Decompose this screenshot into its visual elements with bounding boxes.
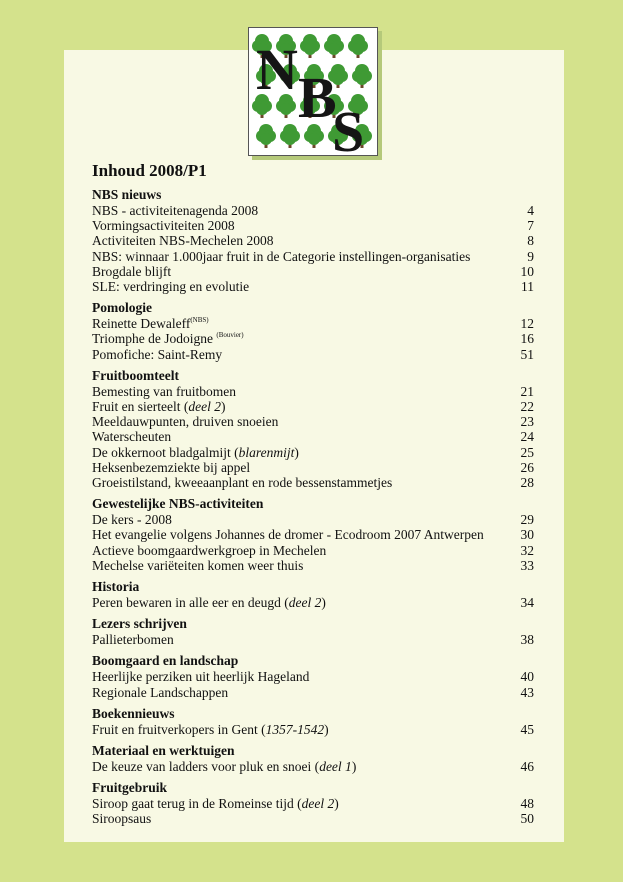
toc-entry[interactable] <box>92 331 534 346</box>
entry-text-end: ) <box>220 399 226 415</box>
entry-italic: deel 2 <box>301 796 335 812</box>
toc-entry[interactable] <box>92 460 534 475</box>
toc-entry[interactable] <box>92 759 534 774</box>
entry-italic: deel 2 <box>188 399 221 415</box>
toc-entry[interactable] <box>92 316 534 331</box>
toc-section <box>92 780 534 826</box>
entry-text: De okkernoot bladgalmijt ( <box>92 444 239 460</box>
toc-entry[interactable] <box>92 669 534 684</box>
section-title: Gewestelijke NBS-activiteiten <box>92 496 264 512</box>
entry-title <box>92 203 258 218</box>
entry-title <box>92 558 303 573</box>
entry-title <box>92 316 209 331</box>
toc-entry[interactable] <box>92 347 534 362</box>
entry-author: (Bouvier) <box>216 331 244 340</box>
entry-title <box>92 796 339 811</box>
entry-title <box>92 722 329 737</box>
toc-section <box>92 616 534 647</box>
page-title: Inhoud 2008/P1 <box>92 161 207 180</box>
entry-text: Brogdale blijft <box>92 263 172 279</box>
entry-text: Heerlijke perziken uit heerlijk Hageland <box>92 669 310 685</box>
logo-letter-b: B <box>298 65 337 130</box>
entry-title <box>92 527 484 542</box>
entry-text: SLE: verdringing en evolutie <box>92 279 250 295</box>
entry-text: De keuze van ladders voor pluk en snoei ( <box>92 759 320 775</box>
entry-text: Actieve boomgaardwerkgroep in Mechelen <box>92 542 327 558</box>
page-number: 10 <box>520 263 534 279</box>
page-number: 51 <box>520 346 534 362</box>
page-number: 29 <box>520 512 534 528</box>
toc-entry[interactable] <box>92 384 534 399</box>
entry-text: Het evangelie volgens Johannes de dromer - Ecodroom 2007 Antwerpen <box>92 527 484 543</box>
toc-section <box>92 496 534 573</box>
toc-entry[interactable] <box>92 233 534 248</box>
entry-text: Peren bewaren in alle eer en deugd ( <box>92 595 289 611</box>
entry-text: De kers - 2008 <box>92 512 172 528</box>
entry-title <box>92 279 249 294</box>
page-number: 7 <box>527 218 534 234</box>
entry-text: Waterscheuten <box>92 429 172 445</box>
entry-title <box>92 595 326 610</box>
entry-text: Regionale Landschappen <box>92 684 229 700</box>
entry-text-end: ) <box>294 444 299 460</box>
page-number: 43 <box>520 684 534 700</box>
toc-entry[interactable] <box>92 475 534 490</box>
page-number: 9 <box>527 248 534 264</box>
entry-title <box>92 264 171 279</box>
toc-entry[interactable] <box>92 527 534 542</box>
toc-section <box>92 368 534 490</box>
entry-text: Pallieterbomen <box>92 632 174 648</box>
entry-text-end: ) <box>321 595 326 611</box>
table-of-contents <box>92 161 534 833</box>
toc-section <box>92 653 534 699</box>
section-title: Boekennieuws <box>92 705 175 721</box>
entry-title <box>92 460 250 475</box>
logo-letter-s: S <box>332 99 365 156</box>
entry-text: Bemesting van fruitbomen <box>92 383 236 399</box>
entry-text: Activiteiten NBS-Mechelen 2008 <box>92 233 274 249</box>
entry-title <box>92 429 171 444</box>
page-number: 4 <box>527 203 534 218</box>
entry-title <box>92 632 174 647</box>
page-number: 22 <box>520 399 534 415</box>
section-title: Fruitboomteelt <box>92 367 179 383</box>
entry-text: Meeldauwpunten, druiven snoeien <box>92 414 279 430</box>
toc-entry[interactable] <box>92 414 534 429</box>
entry-text: NBS: winnaar 1.000jaar fruit in de Categorie instellingen-organisaties <box>92 248 471 264</box>
toc-section <box>92 743 534 774</box>
entry-italic: 1357-1542 <box>265 721 325 737</box>
entry-text-end: ) <box>334 796 339 812</box>
tree-pattern-icon <box>248 27 378 156</box>
toc-entry[interactable] <box>92 218 534 233</box>
entry-title <box>92 399 225 414</box>
entry-text-end: ) <box>351 759 357 775</box>
toc-entry[interactable] <box>92 595 534 610</box>
toc-entry[interactable] <box>92 203 534 218</box>
page-number: 21 <box>520 383 534 399</box>
page-number: 28 <box>520 475 534 491</box>
entry-italic: deel 1 <box>319 759 352 775</box>
page-number: 26 <box>520 459 534 475</box>
page-number: 23 <box>520 414 534 430</box>
section-title: NBS nieuws <box>92 187 162 202</box>
toc-entry[interactable] <box>92 279 534 294</box>
entry-text: NBS - activiteitenagenda 2008 <box>92 203 259 218</box>
entry-italic: deel 2 <box>288 595 322 611</box>
page-number: 45 <box>520 721 534 737</box>
section-title: Materiaal en werktuigen <box>92 743 235 759</box>
entry-text: Reinette Dewaleff <box>92 316 191 332</box>
entry-title <box>92 543 326 558</box>
entry-text-end: ) <box>324 721 329 737</box>
entry-text: Fruit en sierteelt ( <box>92 399 189 415</box>
entry-title <box>92 759 356 774</box>
entry-author: (NBS) <box>190 316 209 325</box>
entry-title <box>92 669 309 684</box>
entry-title <box>92 233 273 248</box>
entry-text: Siroop gaat terug in de Romeinse tijd ( <box>92 796 302 812</box>
toc-entry[interactable] <box>92 249 534 264</box>
entry-title <box>92 347 222 362</box>
entry-text: Siroopsaus <box>92 811 152 827</box>
toc-entry[interactable] <box>92 512 534 527</box>
entry-text: Heksenbezemziekte bij appel <box>92 459 251 475</box>
toc-entry[interactable] <box>92 632 534 647</box>
page-number: 40 <box>520 669 534 685</box>
toc-section <box>92 706 534 737</box>
page-number: 11 <box>521 279 534 295</box>
entry-text: Vormingsactiviteiten 2008 <box>92 218 235 234</box>
page-number: 12 <box>520 316 534 332</box>
entry-title <box>92 445 299 460</box>
section-title: Lezers schrijven <box>92 616 187 632</box>
toc-entry[interactable] <box>92 399 534 414</box>
page-number: 16 <box>520 331 534 347</box>
page-number: 8 <box>527 233 534 249</box>
entry-title <box>92 512 172 527</box>
page-number: 38 <box>520 632 534 648</box>
toc-entry[interactable] <box>92 429 534 444</box>
entry-text: Pomofiche: Saint-Remy <box>92 346 223 362</box>
toc-entry[interactable] <box>92 685 534 700</box>
page-number: 33 <box>520 557 534 573</box>
toc-section <box>92 300 534 362</box>
nbs-logo <box>248 27 378 156</box>
page-number: 48 <box>520 796 534 812</box>
page-number: 25 <box>520 444 534 460</box>
entry-text: Triomphe de Jodoigne <box>92 331 217 347</box>
section-title: Boomgaard en landschap <box>92 653 239 669</box>
entry-title <box>92 218 235 233</box>
page-number: 30 <box>520 527 534 543</box>
section-title: Pomologie <box>92 300 152 316</box>
entry-title <box>92 414 278 429</box>
entry-title <box>92 811 151 826</box>
entry-title <box>92 331 244 346</box>
section-title: Fruitgebruik <box>92 780 168 796</box>
toc-entry[interactable] <box>92 811 534 826</box>
entry-text: Groeistilstand, kweeaanplant en rode bessenstammetjes <box>92 475 393 491</box>
page-number: 34 <box>520 595 534 611</box>
page-number: 24 <box>520 429 534 445</box>
entry-title <box>92 685 228 700</box>
toc-entry[interactable] <box>92 264 534 279</box>
toc-entry[interactable] <box>92 558 534 573</box>
toc-entry[interactable] <box>92 543 534 558</box>
toc-section <box>92 187 534 294</box>
page-number: 50 <box>520 811 534 827</box>
entry-title <box>92 249 470 264</box>
toc-entry[interactable] <box>92 722 534 737</box>
logo-letter-n: N <box>256 37 298 102</box>
page-number: 46 <box>520 759 534 775</box>
toc-section <box>92 579 534 610</box>
entry-italic: blarenmijt <box>238 444 295 460</box>
entry-title <box>92 475 392 490</box>
toc-entry[interactable] <box>92 796 534 811</box>
toc-sections <box>92 187 534 827</box>
entry-text: Mechelse variëteiten komen weer thuis <box>92 557 304 573</box>
section-title: Historia <box>92 579 140 595</box>
entry-text: Fruit en fruitverkopers in Gent ( <box>92 721 266 737</box>
entry-title <box>92 384 236 399</box>
toc-entry[interactable] <box>92 445 534 460</box>
page-number: 32 <box>520 542 534 558</box>
